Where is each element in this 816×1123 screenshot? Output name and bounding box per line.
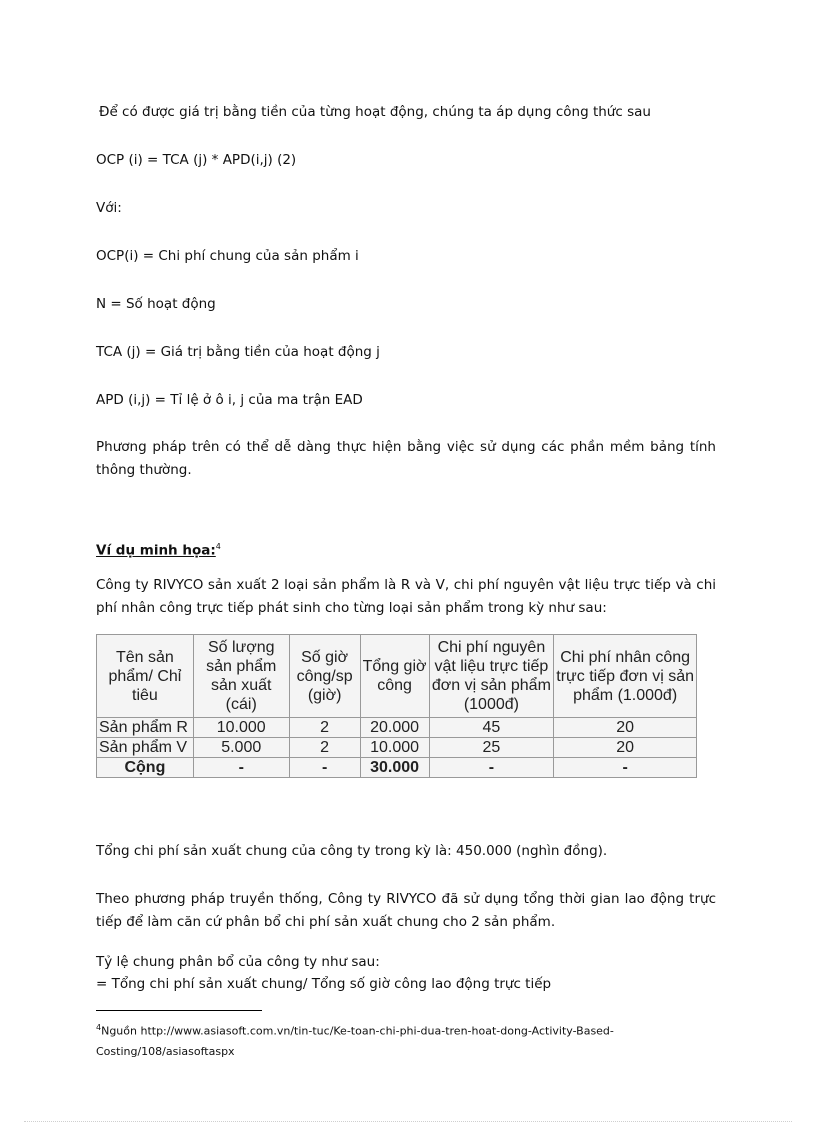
page-bottom-border — [24, 1121, 792, 1122]
definition-n: N = Số hoạt động — [96, 296, 216, 312]
cell-quantity: 10.000 — [193, 718, 289, 738]
example-intro-paragraph: Công ty RIVYCO sản xuất 2 loại sản phẩm là R và V, chi phí nguyên vật liệu trực tiếp và chi phí nhân công trực tiếp phát sinh cho từng loại sản phẩm trong kỳ như sau: — [96, 577, 716, 616]
cell-material-cost: 45 — [429, 718, 554, 738]
header-product-name: Tên sản phẩm/ Chỉ tiêu — [97, 635, 194, 718]
table-total-row — [97, 758, 697, 778]
cell-product: Sản phẩm R — [97, 718, 194, 738]
definition-ocp: OCP(i) = Chi phí chung của sản phẩm i — [96, 248, 359, 264]
method-paragraph: Phương pháp trên có thể dễ dàng thực hiện bằng việc sử dụng các phần mềm bảng tính thông thường. — [96, 439, 716, 478]
cell-material-cost: 25 — [429, 738, 554, 758]
cell-labor-cost: 20 — [554, 718, 697, 738]
rate-formula: = Tổng chi phí sản xuất chung/ Tổng số giờ công lao động trực tiếp — [96, 976, 552, 992]
cell-quantity: 5.000 — [193, 738, 289, 758]
cell-labor-cost: 20 — [554, 738, 697, 758]
rate-label: Tỷ lệ chung phân bổ của công ty như sau: — [96, 954, 380, 970]
header-material-cost: Chi phí nguyên vật liệu trực tiếp đơn vị sản phẩm (1000đ) — [429, 635, 554, 718]
cell-total-hours: 30.000 — [360, 758, 429, 778]
header-labor-cost: Chi phí nhân công trực tiếp đơn vị sản phẩm (1.000đ) — [554, 635, 697, 718]
definition-tca: TCA (j) = Giá trị bằng tiền của hoạt động j — [96, 344, 380, 360]
cell-total-label: Cộng — [97, 758, 194, 778]
header-quantity: Số lượng sản phẩm sản xuất (cái) — [193, 635, 289, 718]
cell-product: Sản phẩm V — [97, 738, 194, 758]
traditional-method-paragraph: Theo phương pháp truyền thống, Công ty RIVYCO đã sử dụng tổng thời gian lao động trực tiếp để làm căn cứ phân bổ chi phí sản xuất chung cho 2 sản phẩm. — [96, 891, 716, 930]
example-heading — [96, 537, 221, 561]
cell-hours-per-unit: - — [289, 758, 360, 778]
cell-total-hours: 20.000 — [360, 718, 429, 738]
total-overhead-text: Tổng chi phí sản xuất chung của công ty trong kỳ là: 450.000 (nghìn đồng). — [96, 843, 608, 859]
table-header-row — [97, 635, 697, 718]
footnote — [96, 1018, 656, 1062]
table-row — [97, 718, 697, 738]
table-row — [97, 738, 697, 758]
cell-hours-per-unit: 2 — [289, 718, 360, 738]
header-total-hours: Tổng giờ công — [360, 635, 429, 718]
formula-text: OCP (i) = TCA (j) * APD(i,j) (2) — [96, 152, 297, 168]
with-label: Với: — [96, 200, 122, 216]
footnote-text: Nguồn http://www.asiasoft.com.vn/tin-tuc/Ke-toan-chi-phi-dua-tren-hoat-dong-Activity-Based-Costing/108/asiasoftaspx — [96, 1024, 614, 1058]
header-hours-per-unit: Số giờ công/sp (giờ) — [289, 635, 360, 718]
definition-apd: APD (i,j) = Tỉ lệ ở ô i, j của ma trận EAD — [96, 392, 363, 408]
footnote-separator — [96, 1010, 262, 1011]
production-table — [96, 634, 697, 778]
cell-labor-cost: - — [554, 758, 697, 778]
cell-total-hours: 10.000 — [360, 738, 429, 758]
cell-material-cost: - — [429, 758, 554, 778]
example-heading-text: Ví dụ minh họa: — [96, 542, 216, 559]
cell-quantity: - — [193, 758, 289, 778]
cell-hours-per-unit: 2 — [289, 738, 360, 758]
footnote-reference: 4 — [215, 542, 221, 551]
intro-text: Để có được giá trị bằng tiền của từng hoạt động, chúng ta áp dụng công thức sau — [99, 104, 651, 120]
footnote-number: 4 — [96, 1023, 102, 1032]
